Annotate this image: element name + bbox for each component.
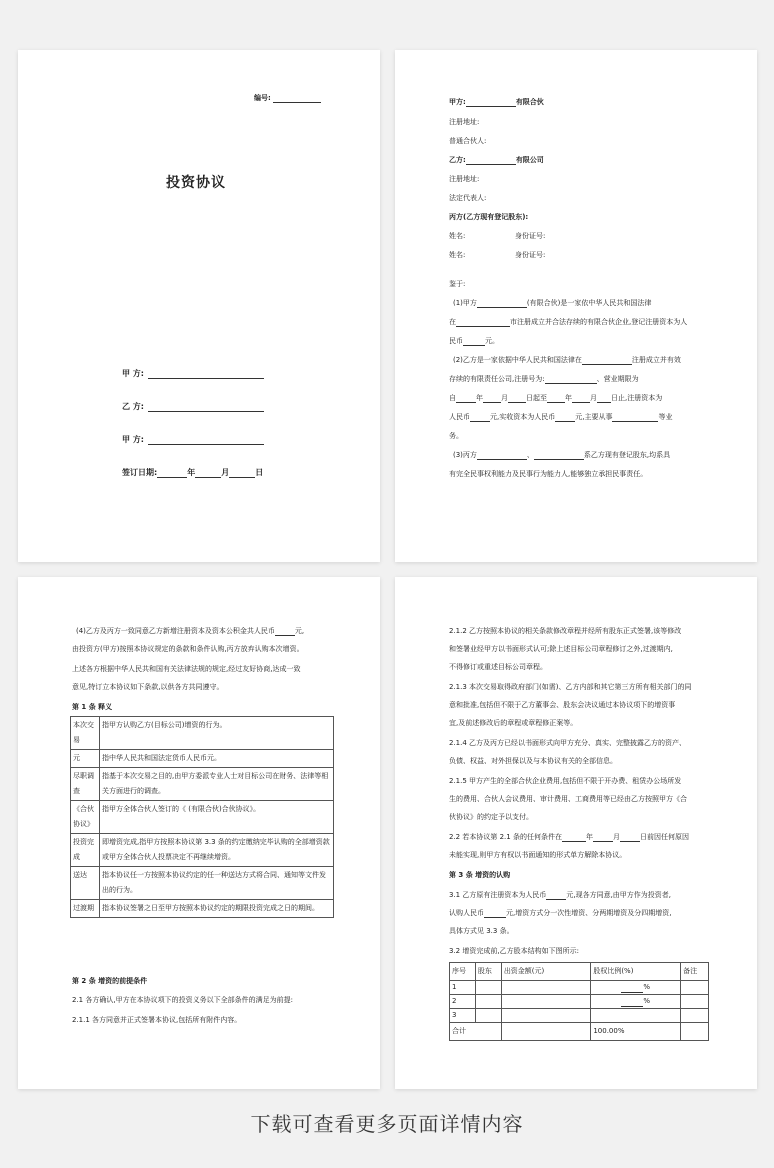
id-field: 身份证号: [515,232,546,240]
table-cell: % [591,981,681,995]
definition-row [71,834,334,867]
clause-2-1-5-cont: 生的费用、合伙人会议费用、审计费用、工商费用等已经由乙方按照甲方《合 [449,795,687,803]
definition-description: 指甲方认购乙方(目标公司)增资的行为。 [100,717,334,750]
definition-term: 本次交易 [71,717,100,750]
table-cell [681,1009,709,1023]
blank-line [148,404,264,412]
recital-3-cont: 有完全民事权利能力及民事行为能力人,能够独立承担民事责任。 [449,470,648,478]
recital-1: (1)甲方 (有限合伙)是一家依中华人民共和国法律 [453,299,652,307]
agreement-intro: 上述各方根据中华人民共和国有关法律法规的规定,经过友好协商,达成一致 [72,665,301,673]
clause-2-1-5-cont: 伙协议》的约定予以支付。 [449,813,533,821]
column-header: 备注 [681,963,709,981]
clause-3-1-cont: 认购人民币 元,增资方式分一次性增资、分两期增资及分四期增资, [449,909,672,917]
name-field: 姓名: [449,232,466,240]
party-b-signature: 乙 方: [122,401,264,412]
sign-date: 签订日期: 年 月 日 [122,468,264,477]
clause-2-1-2: 2.1.2 乙方按照本协议的相关条款修改章程并经所有股东正式签署,该等修改 [449,627,682,635]
table-cell [475,995,501,1009]
table-cell [501,995,591,1009]
definitions-table [70,716,334,918]
clause-2-1-3: 2.1.3 本次交易取得政府部门(如需)、乙方内部和其它第三方所有相关部门的同 [449,683,692,691]
table-row [450,995,709,1009]
party-a-line: 甲方: 有限合伙 [449,98,544,106]
table-header-row [450,963,709,981]
party-c-signature: 甲 方: [122,434,264,445]
table-cell: 3 [450,1009,476,1023]
party-a-signature: 甲 方: [122,368,264,379]
blank-line [148,371,264,379]
recital-1-cont: 在 市注册成立并合法存续的有限合伙企业,登记注册资本为人 [449,318,688,326]
definition-row [71,867,334,900]
clause-2-1-4: 2.1.4 乙方及丙方已经以书面形式向甲方充分、真实、完整披露乙方的资产、 [449,739,687,747]
clause-2-1-5: 2.1.5 甲方产生的全部合伙企业费用,包括但不限于开办费、租赁办公场所发 [449,777,682,785]
cover-page [18,50,380,562]
name-field: 姓名: [449,251,466,259]
definition-row [71,717,334,750]
column-header: 出资金额(元) [501,963,591,981]
registered-address: 注册地址: [449,175,480,183]
definition-term: 元 [71,750,100,768]
clause-3-1: 3.1 乙方原有注册资本为人民币 元,现各方同意,由甲方作为投资者, [449,891,672,899]
agreement-intro-cont: 意见,特订立本协议如下条款,以供各方共同遵守。 [72,683,224,691]
definition-description: 指中华人民共和国法定货币人民币元。 [100,750,334,768]
definitions-page [18,577,380,1089]
blank-line [148,437,264,445]
clause-2-1-2-cont: 不得修订或重述目标公司章程。 [449,663,547,671]
recital-2-cont: 存续的有限责任公司,注册号为: 、营业期限为 [449,375,639,383]
definition-term: 《合伙协议》 [71,801,100,834]
clause-3-2: 3.2 增资完成前,乙方股本结构如下图所示: [449,947,579,955]
column-header: 序号 [450,963,476,981]
table-cell [591,1009,681,1023]
recital-2: (2)乙方是一家依据中华人民共和国法律在 注册成立并有效 [453,356,681,364]
clause-2-1: 2.1 各方确认,甲方在本协议项下的投资义务以下全部条件的满足为前提: [72,996,293,1004]
clause-2-2: 2.2 若本协议第 2.1 条的任何条件在 年 月 日前因任何原因 [449,833,689,841]
parties-page [395,50,757,562]
table-cell [681,995,709,1009]
clause-2-2-cont: 未能实现,则甲方有权以书面通知的形式单方解除本协议。 [449,851,627,859]
recital-2-cont: 务。 [449,432,463,440]
general-partner: 普通合伙人: [449,137,487,145]
definition-description: 指本协议签署之日至甲方按照本协议约定的期限投资完成之日的期间。 [100,900,334,918]
id-field: 身份证号: [515,251,546,259]
document-title: 投资协议 [166,175,226,191]
article-1-heading: 第 1 条 释义 [72,703,113,711]
definition-row [71,768,334,801]
table-cell: 2 [450,995,476,1009]
definition-term: 投资完成 [71,834,100,867]
clause-2-1-1: 2.1.1 各方同意并正式签署本协议,包括所有附件内容。 [72,1016,242,1024]
column-header: 股权比例(%) [591,963,681,981]
contract-number: 编号: [254,94,321,103]
total-label: 合计 [450,1023,502,1041]
definition-row [71,900,334,918]
registered-address: 注册地址: [449,118,480,126]
recital-3: (3)丙方 、 系乙方现有登记股东,均系具 [453,451,671,459]
download-prompt: 下载可查看更多页面详情内容 [250,1112,524,1136]
definition-description: 指甲方全体合伙人签订的《 (有限合伙)合伙协议》。 [100,801,334,834]
definition-term: 过渡期 [71,900,100,918]
clause-3-1-cont: 具体方式见 3.3 条。 [449,927,514,935]
equity-structure-table [449,962,709,1041]
table-cell [501,981,591,995]
article-2-heading: 第 2 条 增资的前提条件 [72,977,148,985]
recital-2-cont: 自 年 月 日起至 年 月 日止,注册资本为 [449,394,663,402]
table-cell [681,981,709,995]
party-b-line: 乙方: 有限公司 [449,156,544,164]
recital-4-cont: 由投资方(甲方)按照本协议规定的条款和条件认购,丙方放弃认购本次增资。 [72,645,304,653]
table-cell: 1 [450,981,476,995]
definition-description: 即增资完成,指甲方按照本协议第 3.3 条的约定缴纳完毕认购的全部增资款或甲方全体合伙人投票决定不再继续增资。 [100,834,334,867]
table-total-row [450,1023,709,1041]
subscription-page [395,577,757,1089]
definition-row [71,801,334,834]
table-cell [475,1009,501,1023]
legal-representative: 法定代表人: [449,194,487,202]
clause-2-1-3-cont: 意和批准,包括但不限于乙方董事会、股东会决议通过本协议项下的增资事 [449,701,676,709]
table-cell [501,1009,591,1023]
table-row [450,1009,709,1023]
article-3-heading: 第 3 条 增资的认购 [449,871,511,879]
column-header: 股东 [475,963,501,981]
definition-row [71,750,334,768]
recital-4: (4)乙方及丙方一致同意乙方新增注册资本及资本公积金共人民币 元, [76,627,305,635]
definition-term: 送达 [71,867,100,900]
recital-2-cont: 人民币 元,实收资本为人民币 元,主要从事 等业 [449,413,673,421]
definition-description: 指基于本次交易之目的,由甲方委派专业人士对目标公司在财务、法律等相关方面进行的调查。 [100,768,334,801]
clause-2-1-3-cont: 宜,及前述修改后的章程或章程修正案等。 [449,719,578,727]
table-cell [475,981,501,995]
blank-line [273,95,321,103]
definition-term: 尽职调查 [71,768,100,801]
clause-2-1-2-cont: 和签署业经甲方以书面形式认可;除上述目标公司章程修订之外,过渡期内, [449,645,673,653]
table-row [450,981,709,995]
table-cell: % [591,995,681,1009]
party-c-line: 丙方(乙方现有登记股东): [449,213,529,221]
whereas-heading: 鉴于: [449,280,466,288]
recital-1-cont: 民币 元。 [449,337,499,345]
clause-2-1-4-cont: 负债、权益、对外担保以及与本协议有关的全部信息。 [449,757,617,765]
total-percentage: 100.00% [591,1023,681,1041]
definition-description: 指本协议任一方按照本协议约定的任一种送达方式将合同、通知等文件发出的行为。 [100,867,334,900]
